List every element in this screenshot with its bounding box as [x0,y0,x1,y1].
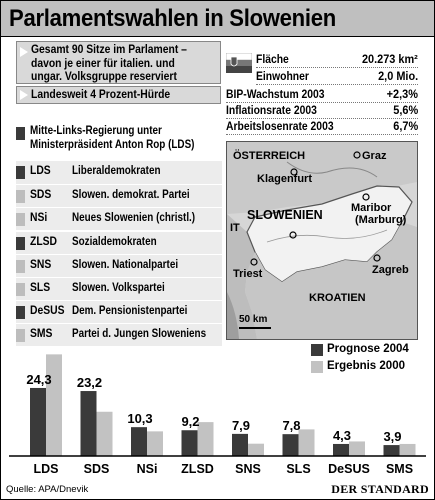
data-label-sds: 23,2 [76,375,103,391]
bar-sms-ergebnis [400,444,416,456]
party-row-sds [16,184,222,207]
party-abbr: LDS [30,165,51,177]
category-label-sds: SDS [83,462,110,476]
party-abbr: SLS [30,282,51,294]
fact-inflation: Inflationsrate 2003 5,6% [226,105,418,117]
label-zagreb: Zagreb [372,264,409,276]
legend-label-ergebnis: Ergebnis 2000 [327,360,405,372]
data-label-zlsd: 9,2 [181,414,200,430]
triangle-icon [20,90,28,100]
bar-sds-ergebnis [97,412,113,456]
party-name: Slowen. Volkspartei [72,282,165,294]
label-graz: Graz [362,150,387,162]
bar-chart [1,340,434,480]
party-name: Slowen. demokrat. Partei [72,189,190,202]
party-row-zlsd [16,231,222,254]
label-italy: IT [230,222,240,234]
seats-line-2: davon je einer für italien. und [31,57,175,70]
party-abbr: SMS [30,328,53,341]
bar-sns-ergebnis [248,444,264,456]
threshold-highlight [16,86,221,104]
bar-lds-prognose [30,388,46,456]
party-name: Neues Slowenien (christl.) [72,212,196,225]
government-line-1: Mitte-Links-Regierung unter [30,125,162,137]
seats-line-1: Gesamt 90 Sitze im Parlament – [31,44,187,56]
party-abbr: NSi [30,212,48,225]
category-label-nsi: NSi [136,462,158,476]
seats-line-3: ungar. Volksgruppe reserviert [31,71,177,83]
category-label-sls: SLS [286,462,311,476]
brand-logo: DER STANDARD [331,482,429,496]
party-row-lds [16,161,222,184]
seats-highlight [16,41,221,84]
government-line-2: Ministerpräsident Anton Rop (LDS) [30,138,195,151]
party-name: Dem. Pensionistenpartei [72,305,188,318]
bar-sds-prognose [81,391,97,456]
party-name: Partei d. Jungen Sloweniens [72,328,207,341]
bar-nsi-prognose [131,427,147,456]
slovenia-map [226,141,418,340]
bar-sls-prognose [283,434,299,456]
data-label-nsi: 10,3 [127,411,153,427]
label-scale: 50 km [239,314,268,325]
party-row-sns [16,254,222,277]
page-title: Parlamentswahlen in Slowenien [9,5,336,32]
bar-lds-ergebnis [46,354,62,456]
label-maribor-alt: (Marburg) [355,214,407,226]
bar-sms-prognose [384,445,400,456]
map-shapes [227,142,417,339]
fact-population: Einwohner 2,0 Mio. [256,71,418,83]
label-austria: ÖSTERREICH [233,150,306,162]
party-abbr: ZLSD [30,235,58,248]
party-row-sls [16,277,222,300]
category-label-sns: SNS [235,462,261,476]
bar-sls-ergebnis [299,429,315,456]
fact-unemployment: Arbeitslosenrate 2003 6,7% [226,121,418,133]
data-label-lds: 24,3 [26,371,52,387]
threshold-text: Landesweit 4 Prozent-Hürde [31,89,171,101]
category-label-desus: DeSUS [328,462,370,476]
legend-label-prognose: Prognose 2004 [327,343,409,355]
party-abbr: SDS [30,189,52,202]
government-info [16,124,222,156]
data-label-desus: 4,3 [332,427,352,443]
category-label-lds: LDS [33,462,59,476]
square-icon [16,283,25,296]
bar-desus-prognose [333,444,349,456]
category-label-zlsd: ZLSD [181,462,214,476]
label-klagenfurt: Klagenfurt [257,173,312,185]
party-name: Liberaldemokraten [72,165,161,177]
source-note: Quelle: APA/Dnevik [6,484,89,495]
label-slovenia: SLOWENIEN [247,208,323,222]
data-label-sns: 7,9 [231,417,251,433]
party-name: Slowen. Nationalpartei [72,258,179,271]
bar-nsi-ergebnis [147,431,163,456]
bar-zlsd-prognose [182,430,198,456]
label-triest: Triest [233,268,263,280]
party-name: Sozialdemokraten [72,235,157,248]
square-icon [16,190,25,203]
party-row-desus [16,300,222,323]
party-row-nsi [16,207,222,230]
party-abbr: DeSUS [30,305,65,318]
label-maribor: Maribor [351,202,392,214]
square-icon [16,306,25,319]
square-icon [16,260,25,273]
slovenian-flag-icon [226,53,252,73]
title-bar [1,1,434,37]
triangle-icon [20,47,28,57]
fact-gdp: BIP-Wachstum 2003 +2,3% [226,89,418,101]
data-label-sms: 3,9 [383,429,402,445]
square-icon [16,166,25,179]
bar-desus-ergebnis [349,441,365,456]
category-label-sms: SMS [385,462,414,476]
square-icon [16,237,25,250]
seats-highlight-text [31,44,187,85]
bar-zlsd-ergebnis [198,422,214,456]
square-icon [16,127,25,140]
bar-sns-prognose [232,434,248,456]
label-croatia: KROATIEN [309,292,366,304]
fact-area: Fläche 20.273 km² [256,54,418,66]
data-label-sls: 7,8 [282,418,301,434]
square-icon [16,213,25,226]
party-abbr: SNS [30,258,52,271]
